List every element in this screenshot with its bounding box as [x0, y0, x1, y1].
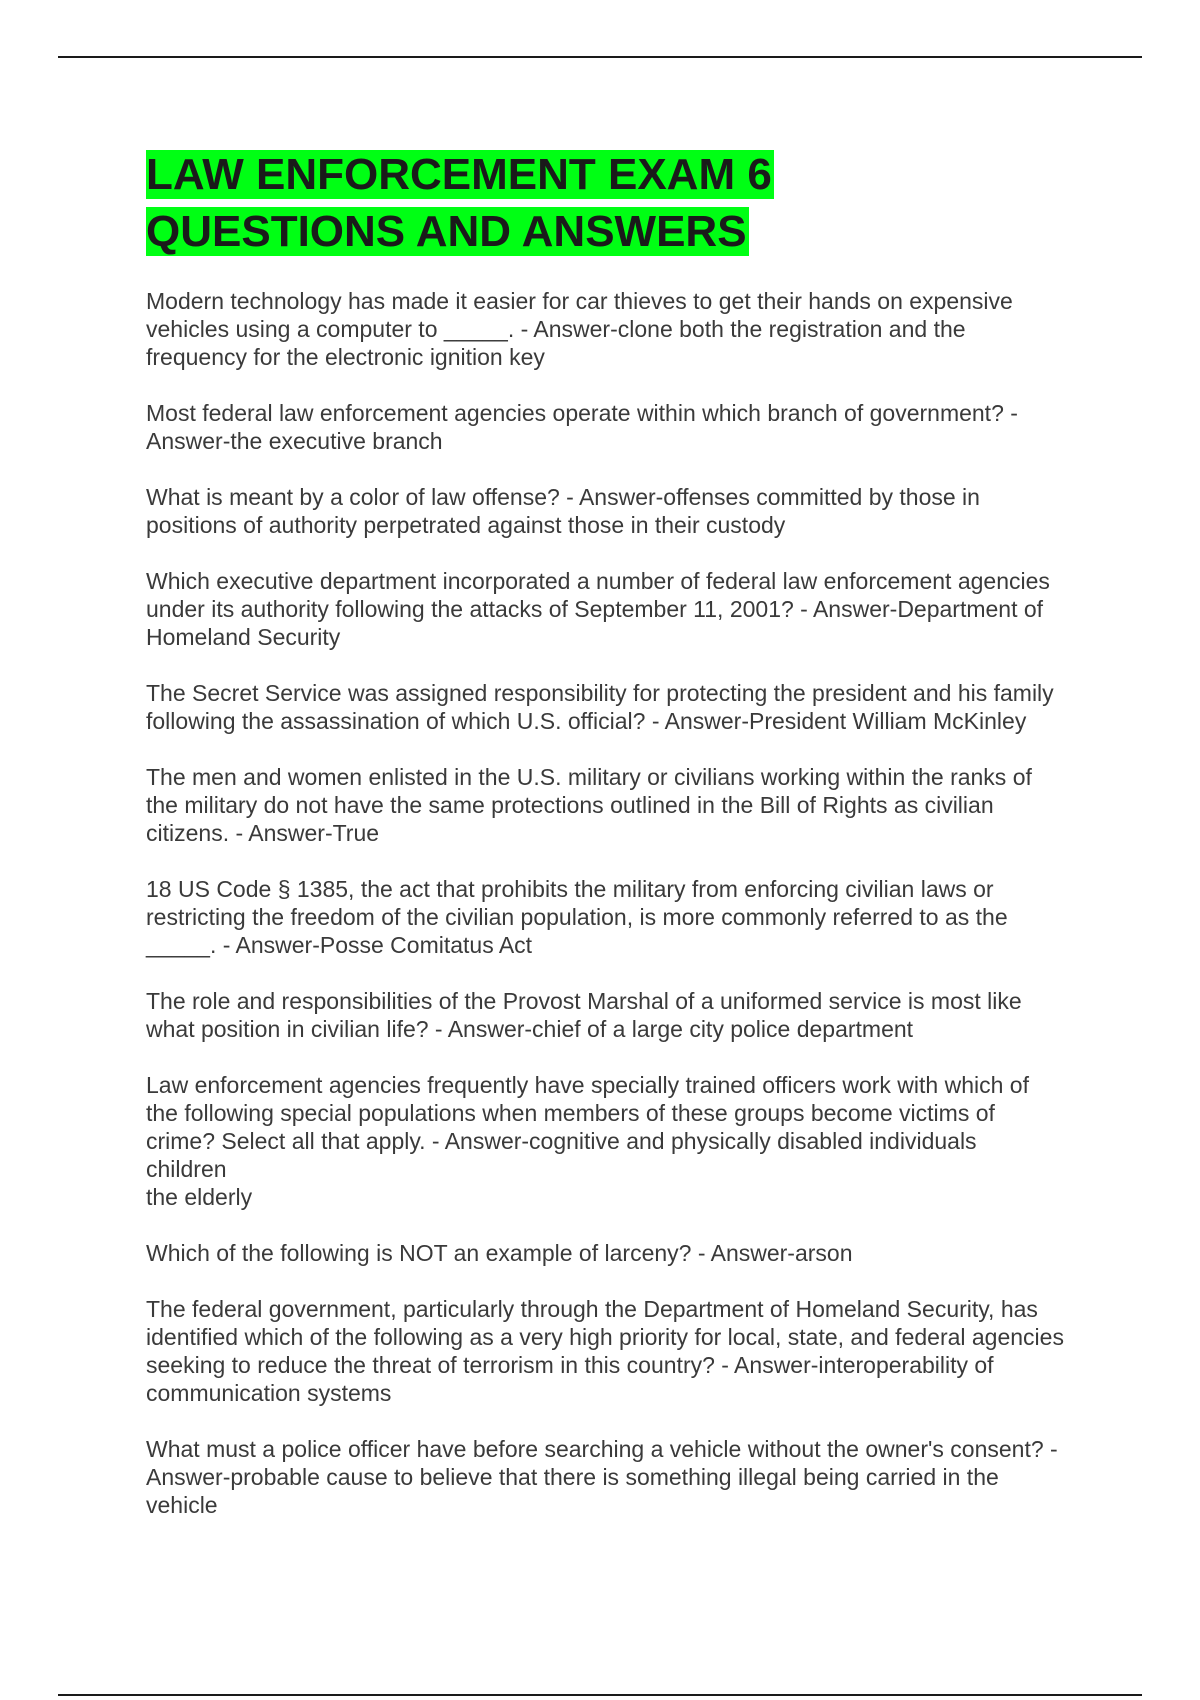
title-line-2: QUESTIONS AND ANSWERS — [146, 207, 747, 256]
footer-rule — [58, 1694, 1142, 1696]
qa-item-12: What must a police officer have before searching a vehicle without the owner's consent? - Answer-probable cause to believe that there is something illegal being carried in the vehicle — [146, 1436, 1058, 1518]
qa-item-10: Which of the following is NOT an example of larceny? - Answer-arson — [146, 1240, 853, 1266]
title-line-1: LAW ENFORCEMENT EXAM 6 — [146, 150, 772, 199]
qa-item-2: Most federal law enforcement agencies operate within which branch of government? - Answer-the executive branch — [146, 400, 1018, 454]
qa-item-11: The federal government, particularly through the Department of Homeland Security, has identified which of the following as a very high priority for local, state, and federal agencies seeking to reduce the threat of terrorism in this country? - Answer-interoperability of communication systems — [146, 1296, 1064, 1406]
document-title — [146, 146, 1066, 260]
qa-item-5: The Secret Service was assigned responsibility for protecting the president and his family following the assassination of which U.S. official? - Answer-President William McKinley — [146, 680, 1054, 734]
header-rule — [58, 56, 1142, 58]
qa-item-4: Which executive department incorporated a number of federal law enforcement agencies under its authority following the attacks of September 11, 2001? - Answer-Department of Homeland Security — [146, 568, 1050, 650]
document-body — [146, 146, 1066, 1547]
qa-item-8: The role and responsibilities of the Provost Marshal of a uniformed service is most like what position in civilian life? - Answer-chief of a large city police department — [146, 988, 1022, 1042]
qa-item-3: What is meant by a color of law offense? - Answer-offenses committed by those in positions of authority perpetrated against those in their custody — [146, 484, 980, 538]
qa-item-1: Modern technology has made it easier for car thieves to get their hands on expensive vehicles using a computer to _____. - Answer-clone both the registration and the frequency for the electronic ignition key — [146, 288, 1013, 370]
qa-item-7: 18 US Code § 1385, the act that prohibits the military from enforcing civilian laws or restricting the freedom of the civilian population, is more commonly referred to as the _____. - Answer-Posse Comitatus Act — [146, 876, 1008, 958]
qa-item-9: Law enforcement agencies frequently have specially trained officers work with which of the following special populations when members of these groups become victims of crime? Select all that apply. - Answer-cognitive and physically disabled individuals children the elderly — [146, 1072, 1029, 1210]
qa-item-6: The men and women enlisted in the U.S. military or civilians working within the ranks of the military do not have the same protections outlined in the Bill of Rights as civilian citizens. - Answer-True — [146, 764, 1032, 846]
